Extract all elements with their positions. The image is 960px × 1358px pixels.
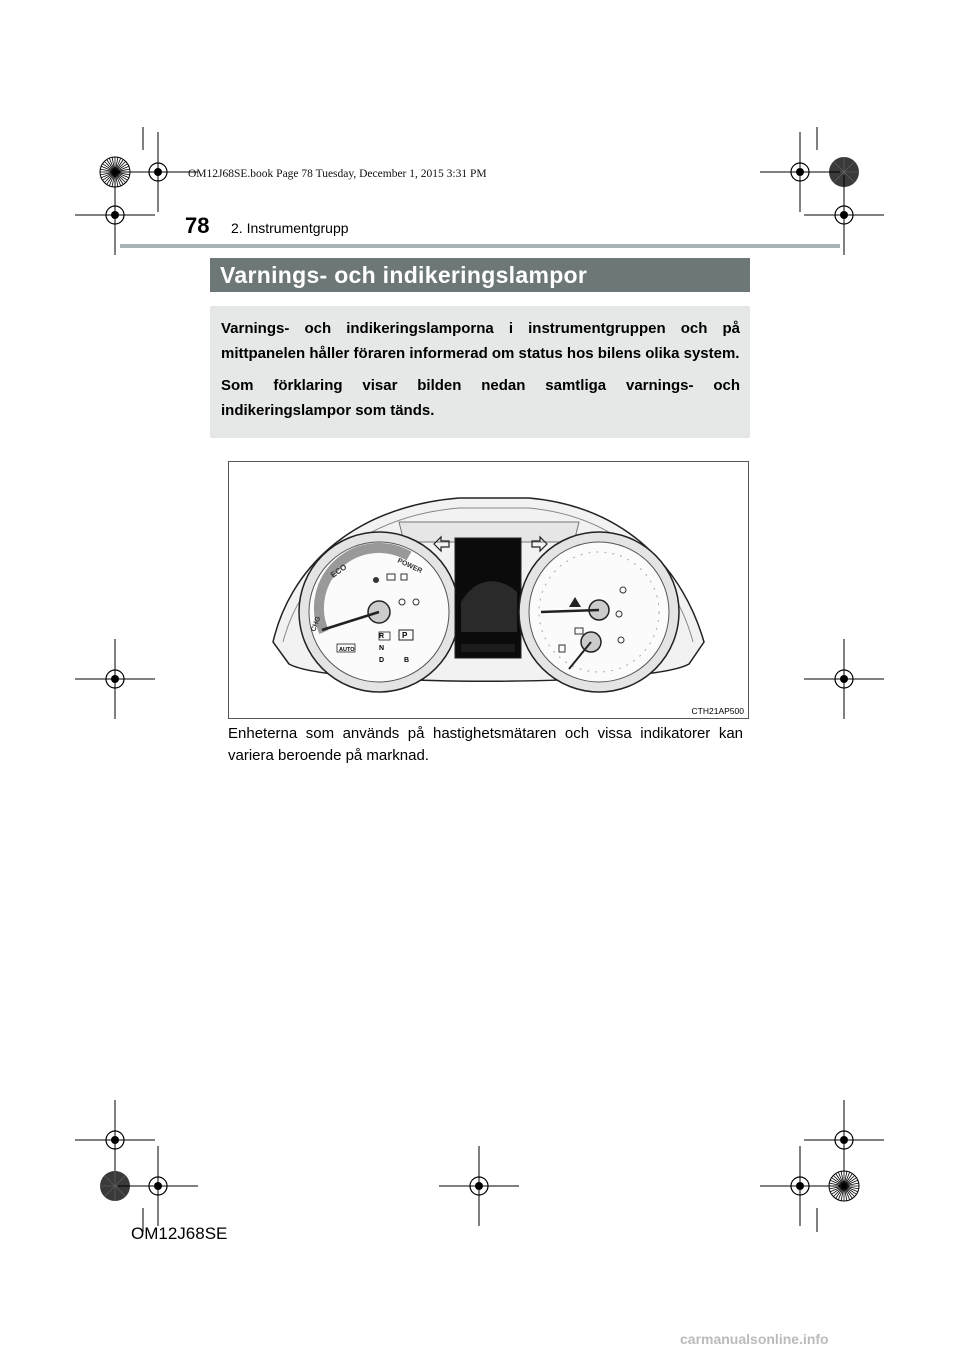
intro-paragraph-2: Som förklaring visar bilden nedan samtliga varnings- och indikeringslampor som tänds. xyxy=(221,377,740,419)
header-rule xyxy=(120,244,840,248)
instrument-cluster-figure xyxy=(228,461,749,719)
book-info: OM12J68SE.book Page 78 Tuesday, December 1, 2015 3:31 PM xyxy=(188,168,487,180)
footer-code: OM12J68SE xyxy=(131,1224,228,1243)
gear-label-n: N xyxy=(379,645,385,652)
figure-caption: Enheterna som används på hastighetsmätaren och vissa indikatorer kan variera beroende på marknad. xyxy=(228,725,743,764)
intro-box xyxy=(210,306,750,438)
gear-label-r: R xyxy=(379,633,385,640)
chapter-title: 2. Instrumentgrupp xyxy=(231,220,349,236)
intro-paragraph-1: Varnings- och indikeringslamporna i instrumentgruppen och på mittpanelen håller föraren informerad om status hos bilens olika system. xyxy=(221,320,740,362)
watermark: carmanualsonline.info xyxy=(680,1331,829,1347)
dial-label-chg: CHG xyxy=(310,615,323,633)
gear-label-d: D xyxy=(379,657,385,664)
dial-label-power: POWER xyxy=(396,557,424,575)
instrument-cluster-illustration xyxy=(229,462,748,718)
dial-label-eco: ECO xyxy=(328,562,349,580)
page-number: 78 xyxy=(185,213,210,238)
auto-label: AUTO xyxy=(339,647,355,653)
gear-label-b: B xyxy=(404,657,410,664)
gear-label-p: P xyxy=(402,631,408,640)
figure-code: CTH21AP500 xyxy=(691,706,744,716)
section-title: Varnings- och indikeringslampor xyxy=(210,258,750,292)
